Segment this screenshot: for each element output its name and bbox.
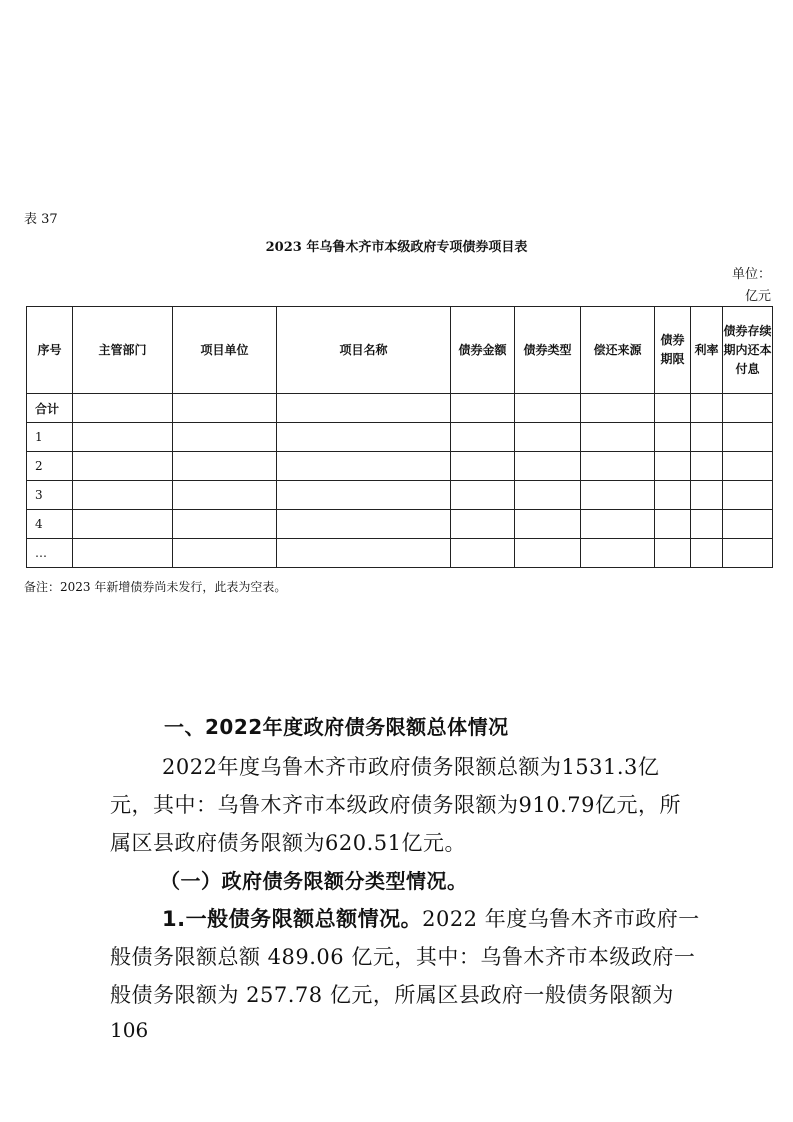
col-header-rate: 利率	[691, 307, 723, 394]
paragraph-1: 2022年度乌鲁木齐市政府债务限额总额为1531.3亿元，其中：乌鲁木齐市本级政府债务限额为910.79亿元，所属区县政府债务限额为620.51亿元。	[110, 755, 681, 855]
row-label: 合计	[27, 394, 73, 423]
row-label: …	[27, 539, 73, 568]
paragraph-2-body: 2022 年度乌鲁木齐市政府一般债务限额总额 489.06 亿元，其中：乌鲁木齐市本级政府一般债务限额为 257.78 亿元，所属区县政府一般债务限额为	[110, 907, 700, 1007]
col-header-index: 序号	[27, 307, 73, 394]
unit-label	[732, 264, 771, 308]
page-number: 106	[110, 1018, 149, 1042]
table-title: 2023 年乌鲁木齐市本级政府专项债券项目表	[265, 240, 528, 255]
table-row	[27, 394, 773, 423]
paragraph-2	[110, 900, 700, 1014]
section-heading-2: （一）政府债务限额分类型情况。	[160, 869, 468, 893]
table-row	[27, 452, 773, 481]
row-label: 2	[27, 452, 73, 481]
table-row	[27, 423, 773, 452]
unit-line-1: 单位：	[731, 267, 771, 282]
col-header-department: 主管部门	[73, 307, 173, 394]
row-label: 1	[27, 423, 73, 452]
col-header-bond-amount: 债券金额	[451, 307, 515, 394]
col-header-repayment-source: 偿还来源	[581, 307, 655, 394]
section-heading-1: 一、2022年度政府债务限额总体情况	[164, 715, 509, 739]
col-header-bond-term: 债券期限	[655, 307, 691, 394]
table-note: 备注：2023 年新增债券尚未发行，此表为空表。	[24, 580, 287, 594]
unit-line-2: 亿元	[744, 289, 771, 304]
table-header-row	[27, 307, 773, 394]
table-label: 表 37	[24, 212, 58, 227]
table-row	[27, 510, 773, 539]
paragraph-2-lead: 1.一般债务限额总额情况。	[162, 907, 423, 931]
col-header-project-unit: 项目单位	[173, 307, 277, 394]
col-header-debt-service: 债券存续期内还本付息	[723, 307, 773, 394]
col-header-bond-type: 债券类型	[515, 307, 581, 394]
row-label: 4	[27, 510, 73, 539]
table-row	[27, 481, 773, 510]
col-header-project-name: 项目名称	[277, 307, 451, 394]
row-label: 3	[27, 481, 73, 510]
table-row	[27, 539, 773, 568]
bond-project-table	[26, 306, 773, 568]
